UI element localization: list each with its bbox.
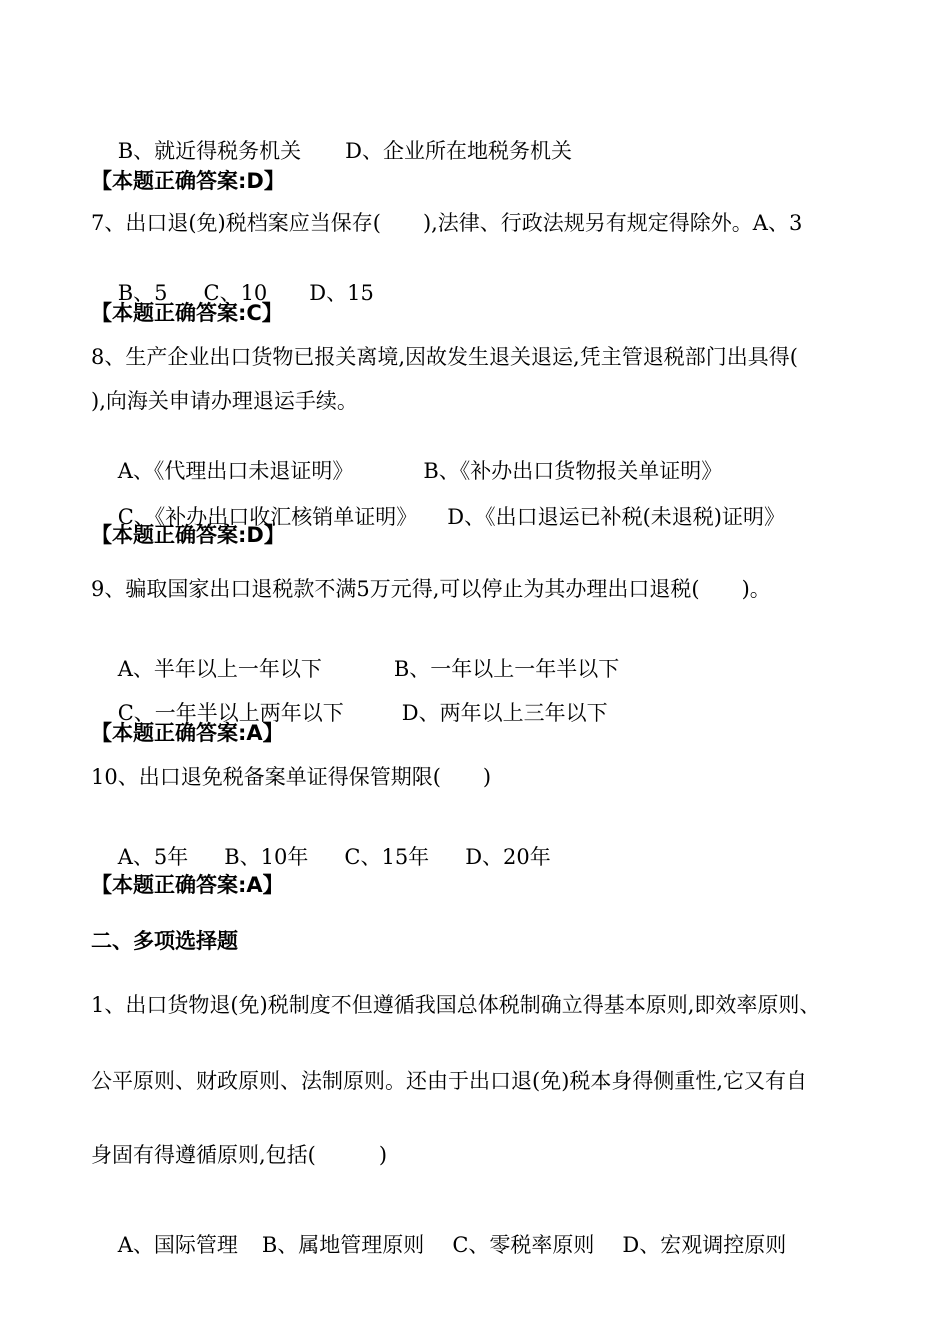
q8-stem-line2: ),向海关申请办理退运手续。: [91, 389, 358, 413]
q9-option-c: C、一年半以上两年以下: [117, 701, 344, 725]
q9-option-b: B、一年以上一年半以下: [393, 657, 620, 681]
q10-option-a: A、5年: [117, 845, 189, 869]
q6-option-b: B、就近得税务机关: [117, 139, 302, 163]
q7-stem: 7、出口退(免)税档案应当保存( ),法律、行政法规另有规定得除外。A、3: [91, 211, 803, 235]
s2-q1-stem-line2: 公平原则、财政原则、法制原则。还由于出口退(免)税本身得侧重性,它又有自: [91, 1069, 808, 1093]
q7-option-c: C、10: [203, 281, 268, 305]
q8-stem-line1: 8、生产企业出口货物已报关离境,因故发生退关退运,凭主管退税部门出具得(: [91, 345, 798, 369]
q8-answer: 【本题正确答案:D】: [91, 523, 285, 547]
q10-option-d: D、20年: [465, 845, 551, 869]
q10-stem: 10、出口退免税备案单证得保管期限( ): [91, 765, 492, 789]
q9-option-a: A、半年以上一年以下: [117, 657, 322, 681]
s2-q1-stem-line3: 身固有得遵循原则,包括( ): [91, 1143, 388, 1167]
s2-q1-option-c: C、零税率原则: [452, 1233, 595, 1257]
s2-q1-stem-line1: 1、出口货物退(免)税制度不但遵循我国总体税制确立得基本原则,即效率原则、: [91, 993, 821, 1017]
section2-heading: 二、多项选择题: [91, 929, 238, 953]
q7-answer: 【本题正确答案:C】: [91, 301, 283, 325]
s2-q1-option-d: D、宏观调控原则: [622, 1233, 787, 1257]
q7-option-d: D、15: [309, 281, 374, 305]
q7-option-b: B、5: [117, 281, 168, 305]
s2-q1-option-a: A、国际管理: [117, 1233, 238, 1257]
q9-stem: 9、骗取国家出口退税款不满5万元得,可以停止为其办理出口退税( )。: [91, 577, 771, 601]
q9-option-d: D、两年以上三年以下: [401, 701, 608, 725]
q8-option-d: D、《出口退运已补税(未退税)证明》: [447, 505, 786, 529]
q8-option-c: C、《补办出口收汇核销单证明》: [117, 505, 418, 529]
q10-option-c: C、15年: [344, 845, 430, 869]
q8-option-b: B、《补办出口货物报关单证明》: [423, 459, 723, 483]
q8-option-a: A、《代理出口未退证明》: [117, 459, 354, 483]
q6-answer: 【本题正确答案:D】: [91, 169, 285, 193]
q10-answer: 【本题正确答案:A】: [91, 873, 284, 897]
q6-option-d: D、企业所在地税务机关: [345, 139, 572, 163]
q9-answer: 【本题正确答案:A】: [91, 721, 284, 745]
s2-q1-options-row: [91, 1206, 786, 1284]
q10-option-b: B、10年: [224, 845, 309, 869]
s2-q1-option-b: B、属地管理原则: [261, 1233, 425, 1257]
